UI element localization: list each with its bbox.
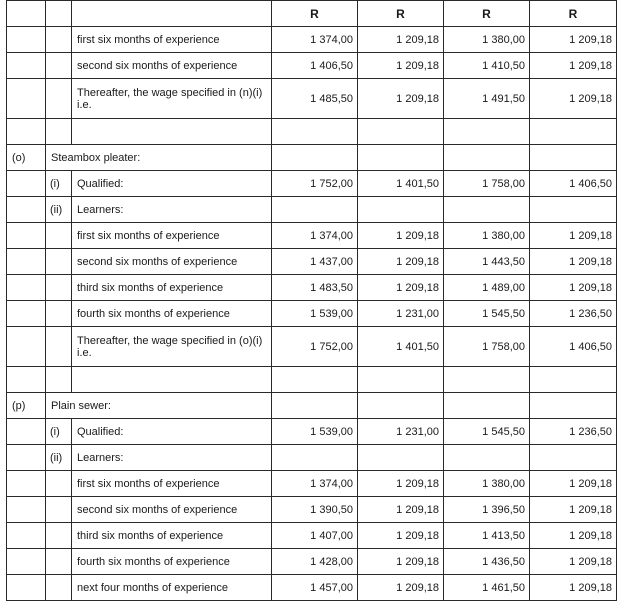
- header-row: [7, 1, 617, 27]
- empty-cell: [530, 119, 617, 145]
- item-description: third six months of experience: [72, 523, 272, 549]
- table-row: [7, 275, 617, 301]
- empty-cell: [46, 523, 72, 549]
- wage-value: 1 209,18: [358, 471, 444, 497]
- wage-value: 1 209,18: [530, 223, 617, 249]
- wage-value: 1 428,00: [272, 549, 358, 575]
- wage-value: 1 539,00: [272, 301, 358, 327]
- empty-cell: [7, 445, 46, 471]
- wage-value: 1 545,50: [444, 301, 530, 327]
- empty-cell: [7, 249, 46, 275]
- wage-value: 1 413,50: [444, 523, 530, 549]
- wage-value: [358, 197, 444, 223]
- wage-value: 1 374,00: [272, 223, 358, 249]
- column-header: R: [530, 1, 617, 27]
- wage-value: [444, 445, 530, 471]
- table-row: [7, 301, 617, 327]
- wage-value: 1 545,50: [444, 419, 530, 445]
- table-row: [7, 171, 617, 197]
- wage-value: 1 209,18: [530, 523, 617, 549]
- wage-value: 1 209,18: [530, 575, 617, 601]
- item-description: first six months of experience: [72, 27, 272, 53]
- empty-cell: [46, 275, 72, 301]
- empty-cell: [7, 53, 46, 79]
- empty-cell: [7, 367, 46, 393]
- section-title: Plain sewer:: [46, 393, 272, 419]
- empty-cell: [72, 367, 272, 393]
- wage-value: 1 401,50: [358, 327, 444, 367]
- empty-cell: [46, 223, 72, 249]
- empty-cell: [46, 549, 72, 575]
- item-description: next four months of experience: [72, 575, 272, 601]
- empty-cell: [272, 119, 358, 145]
- wage-value: 1 401,50: [358, 171, 444, 197]
- empty-cell: [7, 27, 46, 53]
- wage-value: 1 374,00: [272, 471, 358, 497]
- item-description: second six months of experience: [72, 249, 272, 275]
- table-row: [7, 549, 617, 575]
- table-row: [7, 27, 617, 53]
- wage-value: 1 461,50: [444, 575, 530, 601]
- wage-value: 1 483,50: [272, 275, 358, 301]
- empty-cell: [7, 471, 46, 497]
- empty-cell: [46, 53, 72, 79]
- item-description: third six months of experience: [72, 275, 272, 301]
- wage-value: 1 209,18: [358, 223, 444, 249]
- wage-value: 1 231,00: [358, 419, 444, 445]
- wage-value: 1 209,18: [530, 549, 617, 575]
- table-row: [7, 223, 617, 249]
- wage-value: 1 437,00: [272, 249, 358, 275]
- table-row: [7, 197, 617, 223]
- section-title: Steambox pleater:: [46, 145, 272, 171]
- empty-cell: [46, 79, 72, 119]
- empty-cell: [46, 471, 72, 497]
- empty-cell: [272, 393, 358, 419]
- empty-cell: [272, 367, 358, 393]
- table-row: [7, 445, 617, 471]
- item-description: first six months of experience: [72, 223, 272, 249]
- wage-value: 1 380,00: [444, 471, 530, 497]
- wage-value: 1 209,18: [530, 27, 617, 53]
- empty-cell: [530, 393, 617, 419]
- empty-cell: [7, 223, 46, 249]
- wage-value: 1 410,50: [444, 53, 530, 79]
- subsection-label: Learners:: [72, 197, 272, 223]
- wage-value: 1 209,18: [530, 471, 617, 497]
- wage-value: 1 406,50: [530, 171, 617, 197]
- item-description: Thereafter, the wage specified in (n)(i) i.e.: [72, 79, 272, 119]
- wage-value: 1 390,50: [272, 497, 358, 523]
- subcode-cell: [46, 1, 72, 27]
- wage-value: 1 209,18: [358, 523, 444, 549]
- wage-value: 1 491,50: [444, 79, 530, 119]
- section-row: [7, 393, 617, 419]
- empty-cell: [444, 393, 530, 419]
- wage-value: 1 209,18: [358, 575, 444, 601]
- empty-cell: [7, 575, 46, 601]
- empty-cell: [7, 523, 46, 549]
- wage-value: 1 485,50: [272, 79, 358, 119]
- item-description: fourth six months of experience: [72, 549, 272, 575]
- wage-value: 1 407,00: [272, 523, 358, 549]
- wage-value: 1 209,18: [530, 53, 617, 79]
- subsection-code: (ii): [46, 197, 72, 223]
- spacer-row: [7, 367, 617, 393]
- subsection-label: Qualified:: [72, 171, 272, 197]
- empty-cell: [7, 119, 46, 145]
- wage-value: [530, 197, 617, 223]
- subsection-code: (i): [46, 419, 72, 445]
- empty-cell: [46, 497, 72, 523]
- table-row: [7, 419, 617, 445]
- wage-value: 1 209,18: [530, 275, 617, 301]
- wage-value: 1 443,50: [444, 249, 530, 275]
- wage-value: 1 209,18: [358, 53, 444, 79]
- subsection-code: (ii): [46, 445, 72, 471]
- wage-value: 1 758,00: [444, 171, 530, 197]
- wage-value: 1 489,00: [444, 275, 530, 301]
- item-description: first six months of experience: [72, 471, 272, 497]
- wage-value: 1 209,18: [358, 497, 444, 523]
- wage-value: 1 539,00: [272, 419, 358, 445]
- empty-cell: [7, 275, 46, 301]
- wage-value: 1 406,50: [530, 327, 617, 367]
- wage-value: 1 236,50: [530, 419, 617, 445]
- empty-cell: [530, 145, 617, 171]
- table-row: [7, 79, 617, 119]
- wage-value: 1 752,00: [272, 327, 358, 367]
- wage-value: [358, 445, 444, 471]
- wage-value: 1 457,00: [272, 575, 358, 601]
- wage-value: 1 209,18: [358, 249, 444, 275]
- table-row: [7, 471, 617, 497]
- subsection-code: (i): [46, 171, 72, 197]
- wage-value: [272, 445, 358, 471]
- subsection-label: Learners:: [72, 445, 272, 471]
- section-row: [7, 145, 617, 171]
- empty-cell: [358, 393, 444, 419]
- wage-value: 1 209,18: [530, 79, 617, 119]
- empty-cell: [530, 367, 617, 393]
- empty-cell: [46, 327, 72, 367]
- empty-cell: [272, 145, 358, 171]
- empty-cell: [72, 119, 272, 145]
- wage-value: 1 209,18: [358, 27, 444, 53]
- empty-cell: [46, 367, 72, 393]
- wage-value: 1 236,50: [530, 301, 617, 327]
- wage-value: 1 752,00: [272, 171, 358, 197]
- item-description: Thereafter, the wage specified in (o)(i) i.e.: [72, 327, 272, 367]
- wage-table: [6, 0, 617, 601]
- item-description: fourth six months of experience: [72, 301, 272, 327]
- empty-cell: [358, 145, 444, 171]
- item-description: second six months of experience: [72, 53, 272, 79]
- empty-cell: [46, 301, 72, 327]
- column-header: R: [444, 1, 530, 27]
- wage-value: 1 209,18: [358, 549, 444, 575]
- wage-value: [444, 197, 530, 223]
- table-row: [7, 327, 617, 367]
- empty-cell: [444, 145, 530, 171]
- table-row: [7, 497, 617, 523]
- section-code: (p): [7, 393, 46, 419]
- wage-value: [530, 445, 617, 471]
- wage-value: 1 374,00: [272, 27, 358, 53]
- empty-cell: [46, 27, 72, 53]
- empty-cell: [7, 419, 46, 445]
- wage-value: 1 209,18: [530, 249, 617, 275]
- table-row: [7, 249, 617, 275]
- spacer-row: [7, 119, 617, 145]
- empty-cell: [46, 119, 72, 145]
- empty-cell: [46, 575, 72, 601]
- empty-cell: [7, 171, 46, 197]
- item-description: second six months of experience: [72, 497, 272, 523]
- wage-value: 1 231,00: [358, 301, 444, 327]
- empty-cell: [46, 249, 72, 275]
- wage-value: 1 758,00: [444, 327, 530, 367]
- wage-value: [272, 197, 358, 223]
- column-header: R: [358, 1, 444, 27]
- column-header: R: [272, 1, 358, 27]
- wage-value: 1 209,18: [530, 497, 617, 523]
- empty-cell: [7, 79, 46, 119]
- empty-cell: [358, 119, 444, 145]
- empty-cell: [7, 327, 46, 367]
- code-cell: [7, 1, 46, 27]
- wage-value: 1 436,50: [444, 549, 530, 575]
- wage-value: 1 209,18: [358, 79, 444, 119]
- wage-value: 1 396,50: [444, 497, 530, 523]
- wage-value: 1 380,00: [444, 223, 530, 249]
- empty-cell: [358, 367, 444, 393]
- section-code: (o): [7, 145, 46, 171]
- subsection-label: Qualified:: [72, 419, 272, 445]
- empty-cell: [7, 497, 46, 523]
- table-row: [7, 523, 617, 549]
- table-row: [7, 53, 617, 79]
- wage-value: 1 406,50: [272, 53, 358, 79]
- empty-cell: [7, 301, 46, 327]
- wage-value: 1 209,18: [358, 275, 444, 301]
- table-row: [7, 575, 617, 601]
- empty-cell: [7, 197, 46, 223]
- empty-cell: [444, 119, 530, 145]
- description-cell: [72, 1, 272, 27]
- wage-value: 1 380,00: [444, 27, 530, 53]
- empty-cell: [7, 549, 46, 575]
- empty-cell: [444, 367, 530, 393]
